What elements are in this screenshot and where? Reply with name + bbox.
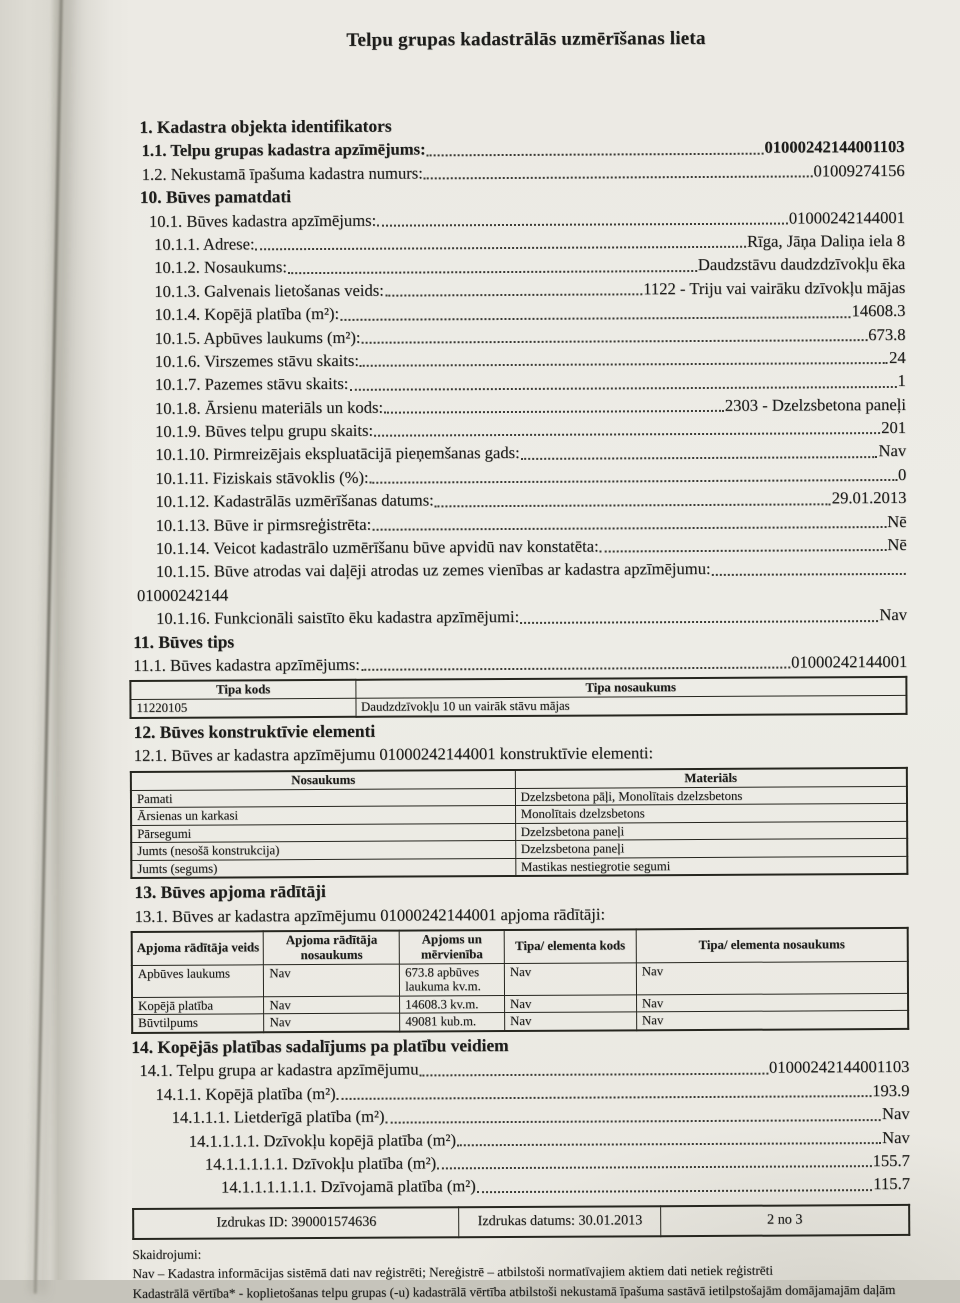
field-value: 1122 - Triju vai vairāku dzīvokļu mājas	[643, 277, 906, 299]
field-label: 10.1.16. Funkcionāli saistīto ēku kadastra apzīmējumi:	[155, 607, 520, 629]
field-value: Nav	[881, 1104, 910, 1124]
field-row	[132, 1172, 910, 1199]
dot-leader	[520, 620, 878, 624]
table-row	[133, 1205, 909, 1239]
field-row	[127, 135, 905, 162]
indicator-name-cell: Nav	[264, 964, 400, 997]
field-label: 1.2. Nekustamā īpašuma kadastra numurs:	[141, 163, 423, 184]
field-label: 10.1.12. Kadastrālās uzmērīšanas datums:	[155, 490, 434, 512]
dot-leader	[477, 1189, 873, 1193]
dot-leader	[437, 1165, 871, 1169]
element-name-cell: Jumts (segums)	[131, 858, 515, 878]
field-label: 10.1.13. Būve ir pirmsreģistrēta:	[155, 514, 372, 535]
indicator-amount-cell: 14608.3 kv.m.	[400, 995, 505, 1013]
element-name-cell: Pārsegumi	[131, 823, 515, 843]
table-row	[131, 856, 907, 878]
construction-elements-rows	[131, 786, 907, 878]
section-12-intro: 12.1. Būves ar kadastra apzīmējumu 01000242144001 konstruktīvie elementi:	[133, 743, 654, 766]
field-value: Nav	[879, 605, 908, 625]
field-value: 01009274156	[813, 160, 905, 181]
column-header: Apjoma rādītāja nosaukums	[264, 931, 400, 965]
field-value: 14608.3	[851, 301, 906, 321]
field-label: 14.1.1.1.1.1. Dzīvokļu platība (m²)	[204, 1153, 437, 1174]
print-id-cell: Izdrukas ID: 390001574636	[133, 1207, 459, 1239]
dot-leader	[362, 339, 868, 344]
dot-leader	[377, 222, 788, 226]
dot-leader	[361, 667, 790, 671]
binding-crease-line	[34, 0, 63, 1294]
table-row	[130, 696, 906, 718]
print-date-cell: Izdrukas datums: 30.01.2013	[459, 1206, 661, 1237]
page-title: Telpu grupas kadastrālās uzmērīšanas lieta	[346, 27, 706, 51]
construction-elements-table	[130, 767, 909, 880]
indicator-code-cell: Nav	[505, 1012, 637, 1031]
field-value: Nav	[878, 441, 907, 461]
field-row	[128, 393, 906, 420]
note-line-kadastrala-vertiba: Kadastrālā vērtība* - koplietošanas telpu grupas (-u) kadastrālā vērtība atbilstoši nekustamā īpašuma sastāvā ietilpstošajām domājamajām daļām	[132, 1281, 896, 1301]
dot-leader	[288, 270, 697, 274]
element-name-cell: Ārsienas un karkasi	[131, 806, 515, 826]
field-value: 01000242144001103	[768, 1057, 910, 1077]
field-value: 01000242144001	[788, 207, 905, 228]
field-row	[127, 276, 905, 303]
dot-leader	[424, 176, 813, 180]
field-label: 11.1. Būves kadastra apzīmējums:	[133, 654, 360, 675]
dot-leader	[337, 1095, 872, 1100]
type-name-cell: Daudzdzīvokļu 10 un vairāk stāvu mājas	[355, 696, 906, 717]
field-label: 14.1.1.1.1.1.1. Dzīvojamā platība (m²)	[220, 1176, 476, 1197]
field-value: 01000242144	[136, 585, 229, 605]
field-label: 10.1.1. Adrese:	[154, 234, 255, 254]
dot-leader	[256, 246, 746, 251]
field-row-11-1	[129, 650, 907, 677]
indicator-amount-cell: 49081 kub.m.	[400, 1013, 505, 1032]
notes-block	[132, 1241, 910, 1303]
field-value: 29.01.2013	[831, 488, 907, 508]
field-label: 10.1.14. Veicot kadastrālo uzmērīšanu būve apvidū nav konstatēta:	[155, 536, 599, 558]
indicator-name-cell: Nav	[264, 1014, 400, 1033]
page-binding-shadow	[0, 0, 132, 1280]
element-material-cell: Mastikas nestiegrotie segumi	[515, 856, 907, 876]
section-1-heading: 1. Kadastra objekta identifikators	[139, 115, 392, 137]
dot-leader	[521, 456, 878, 460]
note-line-nav: Nav – Kadastra informācijas sistēmā dati nav reģistrēti; Nereģistrē – atbilstoši normatīvajiem aktiem dati netiek reģistrēti	[132, 1262, 774, 1282]
column-header: Nosaukums	[131, 770, 515, 791]
column-header: Materiāls	[515, 768, 907, 789]
dot-leader	[340, 316, 850, 321]
indicator-type-name-cell: Nav	[636, 1011, 908, 1030]
indicator-code-cell: Nav	[504, 995, 636, 1013]
page-number-cell: 2 no 3	[661, 1205, 909, 1236]
dot-leader	[385, 1119, 881, 1124]
field-value: 193.9	[872, 1080, 910, 1100]
field-label: 10.1.8. Ārsienu materiāls un kods:	[154, 397, 384, 418]
element-name-cell: Jumts (nesošā konstrukcija)	[131, 841, 515, 861]
element-material-cell: Dzelzsbetona paneļi	[515, 839, 907, 859]
dot-leader	[374, 433, 880, 438]
dot-leader	[384, 410, 724, 414]
field-label: 10.1.4. Kopējā platība (m²):	[154, 304, 340, 324]
field-label: 10.1.3. Galvenais lietošanas veids:	[154, 280, 384, 301]
dot-leader	[385, 293, 642, 296]
dot-leader	[372, 526, 886, 531]
field-value: Rīga, Jāņa Daliņa iela 8	[746, 230, 906, 251]
dot-leader	[600, 549, 887, 553]
element-material-cell: Monolītais dzelzsbetons	[515, 804, 907, 824]
field-label: 10.1.11. Fiziskais stāvoklis (%):	[155, 467, 369, 488]
column-header: Apjoma rādītāja veids	[132, 931, 264, 965]
notes-title: Skaidrojumi:	[132, 1246, 202, 1262]
field-value: 24	[889, 347, 906, 367]
dot-leader	[349, 386, 896, 391]
document-content	[126, 0, 911, 1303]
field-label: 10.1.5. Apbūves laukums (m²):	[154, 327, 361, 348]
field-value: 2303 - Dzelzsbetona paneļi	[724, 394, 906, 415]
section-12-heading: 12. Būves konstruktīvie elementi	[133, 720, 376, 742]
indicator-kind-cell: Apbūves laukums	[132, 965, 264, 998]
dot-leader	[360, 362, 888, 367]
field-label: 10.1. Būves kadastra apzīmējums:	[148, 210, 377, 231]
field-value: Daudzstāvu daudzdzīvokļu ēka	[697, 254, 906, 275]
field-label: 10.1.15. Būve atrodas vai daļēji atrodas uz zemes vienības ar kadastra apzīmējumu:	[155, 559, 711, 582]
section-14-heading: 14. Kopējās platības sadalījums pa platību veidiem	[131, 1034, 509, 1057]
field-label: 14.1.1.1.1. Dzīvokļu kopējā platība (m²)	[188, 1129, 457, 1151]
column-header: Apjoms un mērvienība	[399, 930, 504, 964]
field-label: 14.1.1. Kopējā platība (m²)	[155, 1083, 336, 1104]
field-value: 115.7	[873, 1174, 911, 1194]
field-label: 1.1. Telpu grupas kadastra apzīmējums:	[141, 139, 426, 161]
dot-leader	[427, 152, 764, 156]
building-type-table	[129, 676, 907, 719]
section-10-heading: 10. Būves pamatdati	[139, 186, 292, 208]
section-10-rows	[127, 205, 907, 560]
field-value: 201	[881, 418, 907, 438]
field-label: 10.1.6. Virszemes stāvu skaits:	[154, 350, 360, 371]
element-material-cell: Dzelzsbetona pāļi, Monolītais dzelzsbetons	[515, 786, 907, 806]
dot-leader	[420, 1072, 768, 1076]
section-1-rows	[127, 135, 905, 186]
dot-leader	[370, 479, 897, 484]
element-material-cell: Dzelzsbetona paneļi	[515, 821, 907, 841]
section-11-heading: 11. Būves tips	[133, 631, 235, 652]
section-14-rows	[131, 1055, 910, 1199]
indicator-code-cell: Nav	[504, 963, 636, 996]
field-label: 10.1.7. Pazemes stāvu skaits:	[154, 374, 349, 395]
indicator-amount-cell: 673.8 apbūves laukuma kv.m.	[400, 963, 505, 996]
volume-indicators-rows	[132, 961, 908, 1033]
type-code-cell: 11220105	[130, 699, 355, 718]
indicator-type-name-cell: Nav	[636, 961, 908, 994]
column-header: Tipa/ elementa kods	[504, 929, 636, 963]
field-value: 0	[897, 464, 907, 484]
dot-leader	[712, 573, 906, 576]
dot-leader	[457, 1142, 881, 1146]
column-header: Tipa nosaukums	[355, 677, 906, 698]
field-value: 01000242144001	[791, 651, 908, 672]
field-label: 14.1. Telpu grupa ar kadastra apzīmējumu	[139, 1059, 419, 1081]
field-row	[131, 1055, 909, 1082]
field-label: 14.1.1.1. Lietderīgā platība (m²)	[171, 1106, 385, 1127]
indicator-type-name-cell: Nav	[636, 993, 908, 1012]
column-header: Tipa/ elementa nosaukums	[636, 928, 908, 963]
table-row	[132, 961, 908, 997]
section-13-intro: 13.1. Būves ar kadastra apzīmējumu 01000242144001 apjoma rādītāji:	[134, 904, 606, 926]
column-header: Tipa kods	[130, 680, 355, 700]
print-info-table	[132, 1204, 910, 1240]
field-value: Nav	[882, 1127, 910, 1147]
field-label: 10.1.2. Nosaukums:	[154, 257, 288, 278]
field-label: 10.1.10. Pirmreizējais ekspluatācijā pieņemšanas gads:	[155, 443, 520, 465]
indicator-name-cell: Nav	[264, 996, 400, 1014]
field-label: 10.1.9. Būves telpu grupu skaits:	[155, 420, 374, 441]
volume-indicators-table	[131, 927, 910, 1034]
table-row	[132, 1011, 908, 1033]
section-13-heading: 13. Būves apjoma rādītāji	[134, 881, 326, 903]
indicator-kind-cell: Būvtilpums	[132, 1014, 264, 1033]
field-value: 673.8	[868, 324, 906, 344]
field-value: 01000242144001103	[764, 137, 905, 158]
field-value: Nē	[887, 534, 907, 555]
field-value: Nē	[887, 511, 907, 531]
indicator-kind-cell: Kopējā platība	[132, 997, 264, 1015]
field-value: 155.7	[872, 1150, 910, 1171]
dot-leader	[435, 503, 831, 507]
element-name-cell: Pamati	[131, 788, 515, 808]
field-value: 1	[897, 371, 906, 391]
